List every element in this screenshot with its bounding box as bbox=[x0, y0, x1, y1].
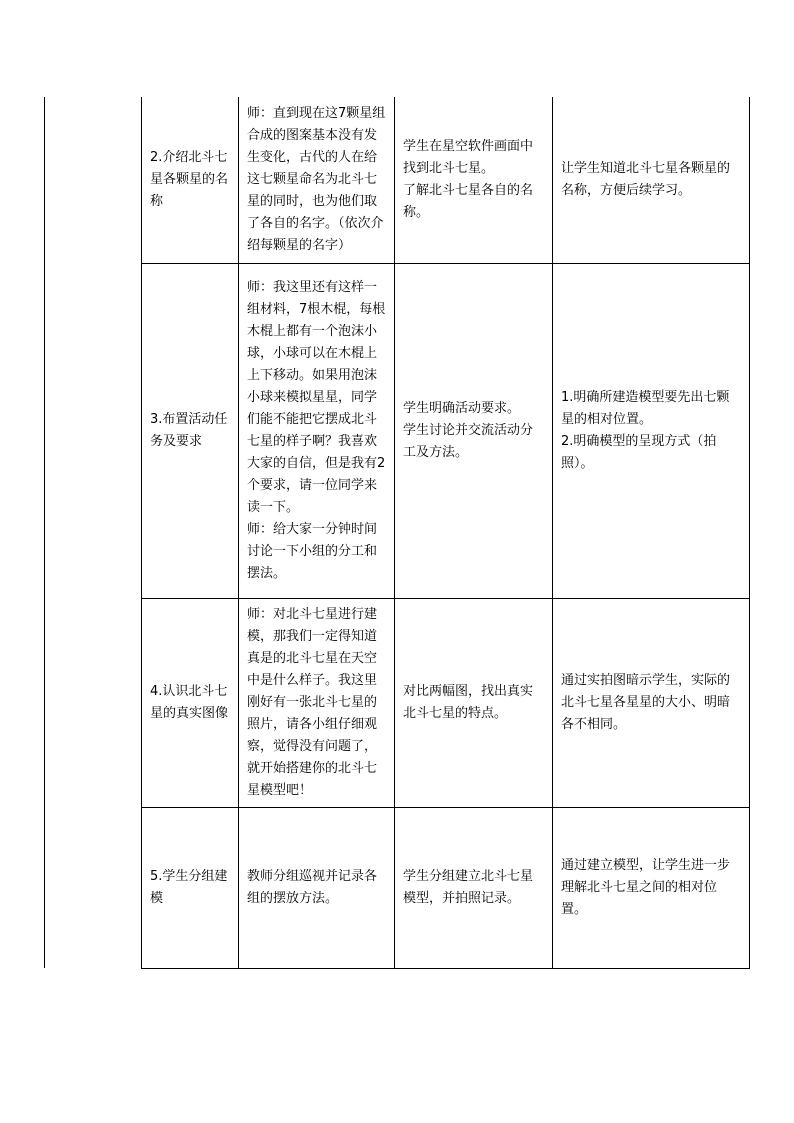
student-activity-cell bbox=[395, 598, 553, 807]
student-activity-line: 学生在星空软件画面中找到北斗七星。 bbox=[403, 138, 534, 176]
design-intent-cell bbox=[553, 263, 750, 598]
student-activity-line: 学生讨论并交流活动分工及方法。 bbox=[403, 422, 534, 460]
design-intent-cell bbox=[553, 97, 750, 263]
table-row bbox=[142, 263, 750, 598]
step-cell: 2.介绍北斗七星各颗星的名称 bbox=[142, 97, 239, 263]
design-intent-line: 通过实拍图暗示学生，实际的北斗七星各星星的大小、明暗各不相同。 bbox=[561, 672, 731, 732]
student-activity-line: 学生分组建立北斗七星模型，并拍照记录。 bbox=[403, 868, 534, 906]
teacher-activity-cell: 师：直到现在这7颗星组合成的图案基本没有发生变化，古代的人在给这七颗星命名为北斗七星的同时，也为他们取了各自的名字。（依次介绍每颗星的名字） bbox=[239, 97, 395, 263]
teacher-activity-paragraph: 师：我这里还有这样一组材料，7根木棍，每根木棍上都有一个泡沫小球，小球可以在木棍上上下移动。如果用泡沫小球来模拟星星，同学们能不能把它摆成北斗七星的样子啊？我喜欢大家的自信，但是我有2个要求，请一位同学来读一下。 bbox=[247, 279, 386, 515]
table-row bbox=[142, 598, 750, 807]
student-activity-line: 对比两幅图，找出真实北斗七星的特点。 bbox=[403, 683, 534, 721]
teacher-activity-cell: 师：对北斗七星进行建模，那我们一定得知道真是的北斗七星在天空中是什么样子。我这里刚好有一张北斗七星的照片，请各小组仔细观察，觉得没有问题了，就开始搭建你的北斗七星模型吧！ bbox=[239, 598, 395, 807]
student-activity-cell bbox=[395, 97, 553, 263]
design-intent-line: 1.明确所建造模型要先出七颗星的相对位置。 bbox=[561, 389, 730, 427]
student-activity-cell bbox=[395, 807, 553, 968]
teacher-activity-paragraph: 师：给大家一分钟时间讨论一下小组的分工和摆法。 bbox=[247, 521, 378, 581]
student-activity-line: 了解北斗七星各自的名称。 bbox=[403, 182, 534, 220]
teacher-activity-cell bbox=[239, 263, 395, 598]
step-cell: 3.布置活动任务及要求 bbox=[142, 263, 239, 598]
step-cell: 5.学生分组建模 bbox=[142, 807, 239, 968]
left-margin-rule bbox=[44, 97, 45, 968]
design-intent-line: 2.明确模型的呈现方式（拍照）。 bbox=[561, 433, 717, 471]
step-cell: 4.认识北斗七星的真实图像 bbox=[142, 598, 239, 807]
design-intent-cell bbox=[553, 807, 750, 968]
table-row bbox=[142, 807, 750, 968]
student-activity-cell bbox=[395, 263, 553, 598]
teacher-activity-cell: 教师分组巡视并记录各组的摆放方法。 bbox=[239, 807, 395, 968]
lesson-plan-table bbox=[141, 97, 750, 969]
design-intent-line: 通过建立模型，让学生进一步理解北斗七星之间的相对位置。 bbox=[561, 857, 731, 917]
table-row bbox=[142, 97, 750, 263]
design-intent-line: 让学生知道北斗七星各颗星的名称，方便后续学习。 bbox=[561, 160, 731, 198]
student-activity-line: 学生明确活动要求。 bbox=[403, 400, 521, 416]
design-intent-cell bbox=[553, 598, 750, 807]
